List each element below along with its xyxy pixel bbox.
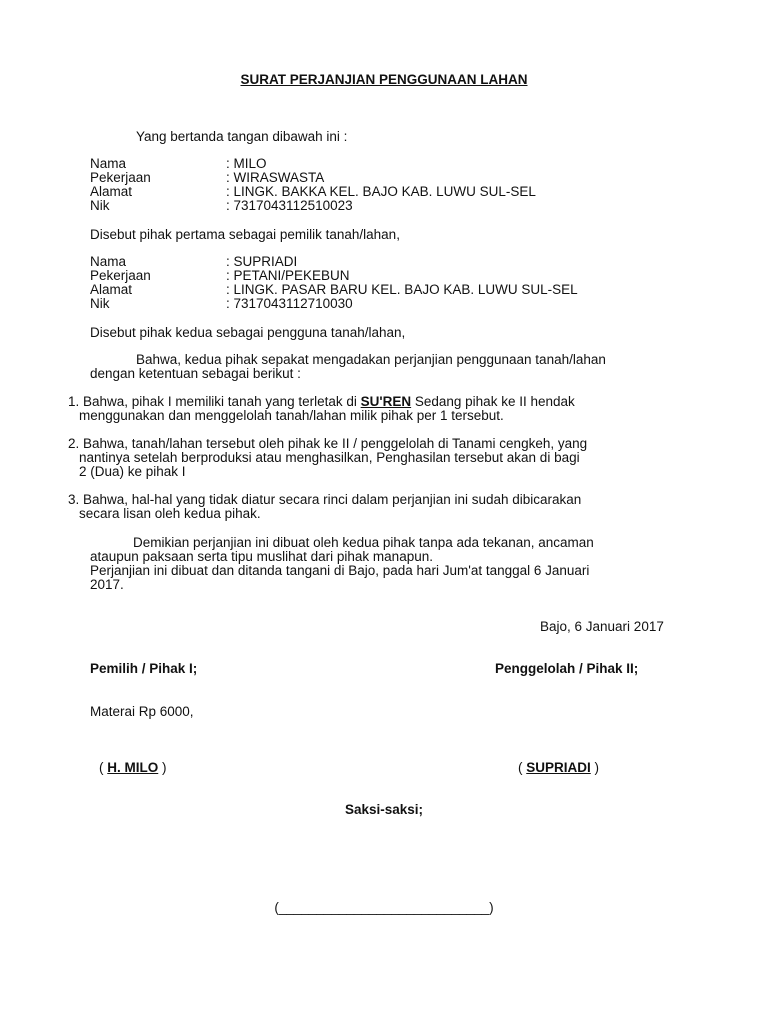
closing-line-2: ataupun paksaan serta tipu muslihat dari pihak manapun.: [90, 549, 433, 564]
party2-row-name: [0, 255, 768, 269]
closing-line-3: Perjanjian ini dibuat dan ditanda tangani di Bajo, pada hari Jum'at tanggal 6 Januari: [90, 563, 590, 578]
field-value: : PETANI/PEKEBUN: [226, 268, 350, 283]
clause-3-line-1: 3. Bahwa, hal-hal yang tidak diatur secara rinci dalam perjanjian ini sudah dibicarakan: [68, 492, 582, 507]
closing-line-1: Demikian perjanjian ini dibuat oleh kedua pihak tanpa ada tekanan, ancaman: [133, 535, 594, 550]
clause-1-post: Sedang pihak ke II hendak: [411, 394, 575, 409]
field-label: Nama: [90, 156, 127, 171]
party1-row-address: [0, 185, 768, 199]
signatory-name-left: H. MILO: [107, 760, 159, 775]
stamp-duty-note: Materai Rp 6000,: [90, 704, 194, 719]
clause-2-line-3: 2 (Dua) ke pihak I: [79, 464, 186, 479]
party2-row-address: [0, 283, 768, 297]
witness-signature-line: (____________________________): [274, 900, 494, 915]
document-title: SURAT PERJANJIAN PENGGUNAAN LAHAN: [240, 72, 528, 87]
field-label: Pekerjaan: [90, 170, 151, 185]
paren-close: ): [158, 760, 167, 775]
paren-open: (: [99, 760, 108, 775]
field-label: Nik: [90, 198, 110, 213]
signature-heading-right: Penggelolah / Pihak II;: [495, 661, 639, 676]
party2-role: Disebut pihak kedua sebagai pengguna tanah/lahan,: [90, 325, 406, 340]
clause-2-line-2: nantinya setelah berproduksi atau menghasilkan, Penghasilan tersebut akan di bagi: [79, 450, 580, 465]
paren-open: (: [518, 760, 527, 775]
paren-close: ): [590, 760, 600, 775]
field-label: Nama: [90, 254, 127, 269]
signature-heading-left: Pemilih / Pihak I;: [90, 661, 198, 676]
party1-row-name: [0, 157, 768, 171]
clause-3-line-2: secara lisan oleh kedua pihak.: [79, 506, 261, 521]
clause-1-line-2: menggunakan dan menggelolah tanah/lahan milik pihak per 1 tersebut.: [79, 408, 504, 423]
signatory-right: [518, 761, 599, 775]
field-label: Nik: [90, 296, 110, 311]
field-label: Alamat: [90, 184, 133, 199]
intro-text: Yang bertanda tangan dibawah ini :: [136, 129, 348, 144]
party1-row-occupation: [0, 171, 768, 185]
field-value: : SUPRIADI: [226, 254, 298, 269]
signatory-left: [99, 761, 167, 775]
party1-row-nik: [0, 199, 768, 213]
agreement-line-1: Bahwa, kedua pihak sepakat mengadakan perjanjian penggunaan tanah/lahan: [136, 352, 606, 367]
clause-1-pre: 1. Bahwa, pihak I memiliki tanah yang terletak di: [68, 394, 361, 409]
closing-line-4: 2017.: [90, 577, 124, 592]
field-value: : WIRASWASTA: [226, 170, 325, 185]
field-label: Pekerjaan: [90, 268, 151, 283]
clause-1-line-1: [68, 395, 575, 409]
signatory-name-right: SUPRIADI: [526, 760, 591, 775]
field-value: : MILO: [226, 156, 267, 171]
field-value: : 7317043112510023: [226, 198, 353, 213]
land-location: SU'REN: [360, 394, 412, 409]
field-value: : 7317043112710030: [226, 296, 353, 311]
place-date: Bajo, 6 Januari 2017: [540, 619, 664, 634]
agreement-line-2: dengan ketentuan sebagai berikut :: [90, 366, 301, 381]
field-label: Alamat: [90, 282, 133, 297]
field-value: : LINGK. BAKKA KEL. BAJO KAB. LUWU SUL-SEL: [226, 184, 536, 199]
party1-role: Disebut pihak pertama sebagai pemilik tanah/lahan,: [90, 227, 400, 242]
party2-row-nik: [0, 297, 768, 311]
clause-2-line-1: 2. Bahwa, tanah/lahan tersebut oleh pihak ke II / penggelolah di Tanami cengkeh, yang: [68, 436, 588, 451]
party2-row-occupation: [0, 269, 768, 283]
witness-heading: Saksi-saksi;: [344, 802, 424, 817]
field-value: : LINGK. PASAR BARU KEL. BAJO KAB. LUWU SUL-SEL: [226, 282, 578, 297]
